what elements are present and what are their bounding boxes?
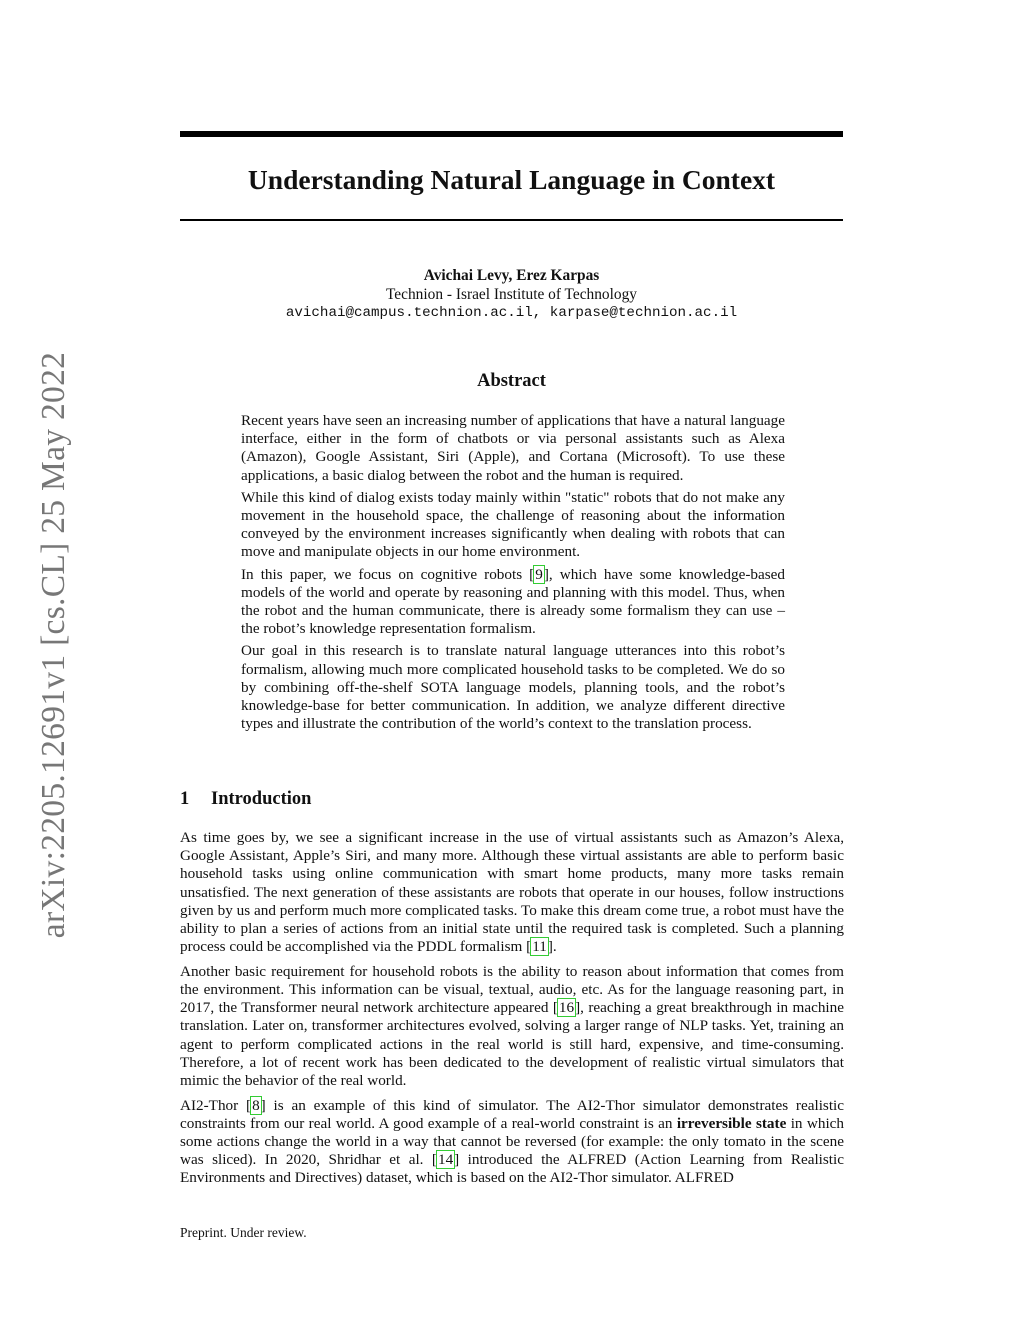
title-top-rule	[180, 131, 843, 137]
abstract-paragraph	[241, 566, 785, 639]
section-title: Introduction	[211, 789, 312, 809]
introduction-body	[180, 829, 844, 1194]
author-emails: avichai@campus.technion.ac.il, karpase@technion.ac.il	[285, 305, 738, 321]
abstract-body	[241, 412, 785, 737]
body-paragraph	[180, 963, 844, 1090]
abstract-text: In this paper, we focus on cognitive robots [	[241, 565, 535, 583]
body-text: Another basic requirement for household robots is the ability to reason about information that comes from the environment. This information can be visual, textual, audio, etc. As for the language reasoning part, in 2017, the Transformer neural network architecture appeared [	[180, 962, 844, 1017]
author-block	[180, 266, 843, 323]
abstract-paragraph: Recent years have seen an increasing number of applications that have a natural language interface, either in the form of chatbots or via personal assistants such as Alexa (Amazon), Google Assistant, Siri (Apple), and Cortana (Microsoft). To use these applications, a basic dialog between the robot and the human is required.	[241, 412, 785, 484]
title-bottom-rule	[180, 219, 843, 221]
citation-link[interactable]: 16	[558, 999, 575, 1017]
citation-link[interactable]: 11	[532, 938, 547, 956]
abstract-paragraph: While this kind of dialog exists today mainly within "static" robots that do not make any movement in the household space, the challenge of reasoning about the information conveyed by the environment increases significantly when dealing with robots that can move and manipulate objects in our home environment.	[241, 488, 785, 561]
body-text: ], reaching a great breakthrough in machine translation. Later on, transformer architectures evolved, solving a larger range of NLP tasks. Yet, training an agent to perform complicated actions in the real world is still hard, expensive, and time-consuming. Therefore, a lot of recent work has been dedicated to the development of realistic virtual simulators that mimic the behavior of the real world.	[180, 999, 844, 1090]
author-names: Avichai Levy, Erez Karpas	[423, 267, 600, 284]
body-text: ] introduced the ALFRED (Action Learning from Realistic Environments and Directives) dataset, which is based on the AI2-Thor simulator. ALFRED	[180, 1151, 844, 1187]
paper-title: Understanding Natural Language in Context	[247, 164, 776, 195]
section-number: 1	[180, 789, 190, 809]
body-text: ].	[547, 938, 557, 956]
arxiv-identifier-text: arXiv:2205.12691v1 [cs.CL] 25 May 2022	[35, 351, 72, 939]
page-footer: Preprint. Under review.	[180, 1225, 307, 1240]
author-affiliation: Technion - Israel Institute of Technology	[385, 286, 637, 303]
section-heading-introduction	[180, 787, 311, 811]
body-paragraph	[180, 1097, 844, 1188]
body-text: ] is an example of this kind of simulator. The AI2-Thor simulator demonstrates realistic constraints from our real world. A good example of a real-world constraint is an	[180, 1096, 844, 1132]
abstract-heading: Abstract	[477, 371, 546, 391]
citation-link[interactable]: 9	[535, 565, 543, 583]
body-paragraph	[180, 829, 844, 956]
abstract-text: ], which have some knowledge-based models of the world and operate by reasoning and planning with this model. Thus, when the robot and the human communicate, there is already some formalism they can use – the robot’s knowledge representation formalism.	[241, 565, 785, 638]
bold-term: irreversible state	[676, 1114, 787, 1132]
citation-link[interactable]: 8	[252, 1096, 260, 1114]
body-text: As time goes by, we see a significant increase in the use of virtual assistants such as Amazon’s Alexa, Google Assistant, Apple’s Siri, and many more. Although these virtual assistants are able to perform basic household tasks using online communication with smart home products, many more tasks remain unsatisfied. The next generation of these assistants are robots that operate in our houses, follow instructions given by us and perform much more complicated tasks. To make this dream come true, a robot must have the ability to plan a series of actions from an initial state until the required task is completed. Such a planning process could be accomplished via the PDDL formalism [	[180, 829, 844, 956]
body-text: in which some actions change the world in a way that cannot be reversed (for example: the only tomato in the scene was sliced). In 2020, Shridhar et al. [	[180, 1114, 844, 1169]
body-text: AI2-Thor [	[180, 1096, 252, 1114]
abstract-paragraph: Our goal in this research is to translate natural language utterances into this robot’s formalism, allowing much more complicated household tasks to be completed. We do so by combining off-the-shelf SOTA language models, planning tools, and the robot’s knowledge-base for better communication. In addition, we analyze different directive types and illustrate the contribution of the world’s context to the translation process.	[241, 642, 785, 733]
citation-link[interactable]: 14	[437, 1151, 454, 1169]
